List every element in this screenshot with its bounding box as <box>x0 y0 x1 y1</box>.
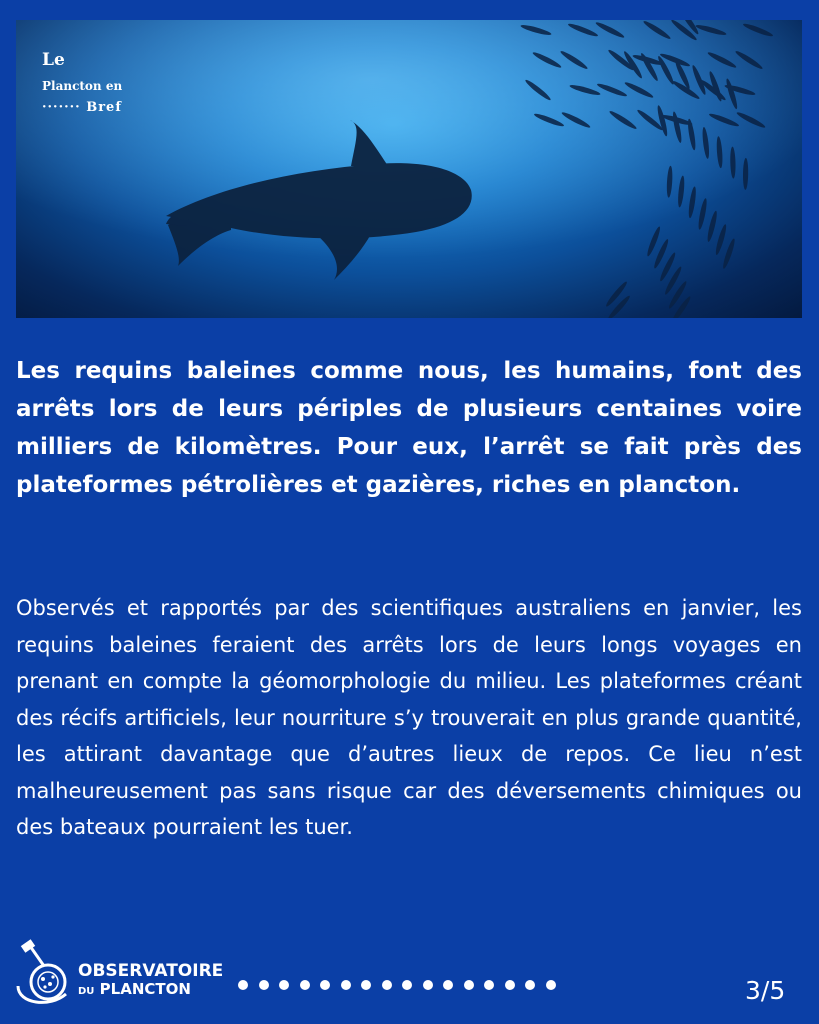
pagination-dot <box>484 980 494 990</box>
page-indicator: 3/5 <box>745 976 786 1005</box>
pagination-dot <box>546 980 556 990</box>
pagination-dot <box>279 980 289 990</box>
series-tag <box>42 50 122 116</box>
pagination-dot <box>259 980 269 990</box>
pagination-dot <box>464 980 474 990</box>
pagination-dot <box>505 980 515 990</box>
brand-line2 <box>78 980 223 1001</box>
series-tag-line3: ······· Bref <box>42 100 122 115</box>
pagination-dot <box>423 980 433 990</box>
brand-wordmark <box>78 962 223 1001</box>
pagination-dot <box>382 980 392 990</box>
brand-line2-prefix: DU <box>78 986 95 997</box>
pagination-dot <box>238 980 248 990</box>
pagination-dot <box>320 980 330 990</box>
pagination-dot <box>361 980 371 990</box>
body-paragraph: Observés et rapportés par des scientifiques australiens en janvier, les requins baleines feraient des arrêts lors de leurs longs voyages en prenant en compte la géomorphologie du milieu. Les plateformes créant des récifs artificiels, leur nourriture s’y trouverait en plus grande quantité, les attirant davantage que d’autres lieux de repos. Ce lieu n’est malheureusement pas sans risque car des déversements chimiques ou des bateaux pourraient les tuer. <box>16 596 802 839</box>
hero-image <box>16 20 802 318</box>
brand-line2-main: PLANCTON <box>99 980 191 998</box>
pagination-dot <box>525 980 535 990</box>
brand-line1: OBSERVATOIRE <box>78 961 224 981</box>
lead-paragraph: Les requins baleines comme nous, les humains, font des arrêts lors de leurs périples de plusieurs centaines voire milliers de kilomètres. Pour eux, l’arrêt se fait près des plateformes pétrolières et gazières, riches en plancton. <box>16 358 802 498</box>
pagination-dot <box>443 980 453 990</box>
series-tag-line2: Plancton en <box>42 79 123 93</box>
series-tag-line1: Le <box>42 50 65 70</box>
whale-shark-photo <box>16 20 802 318</box>
pagination-dot <box>341 980 351 990</box>
pagination-dot <box>402 980 412 990</box>
pagination-dot <box>300 980 310 990</box>
